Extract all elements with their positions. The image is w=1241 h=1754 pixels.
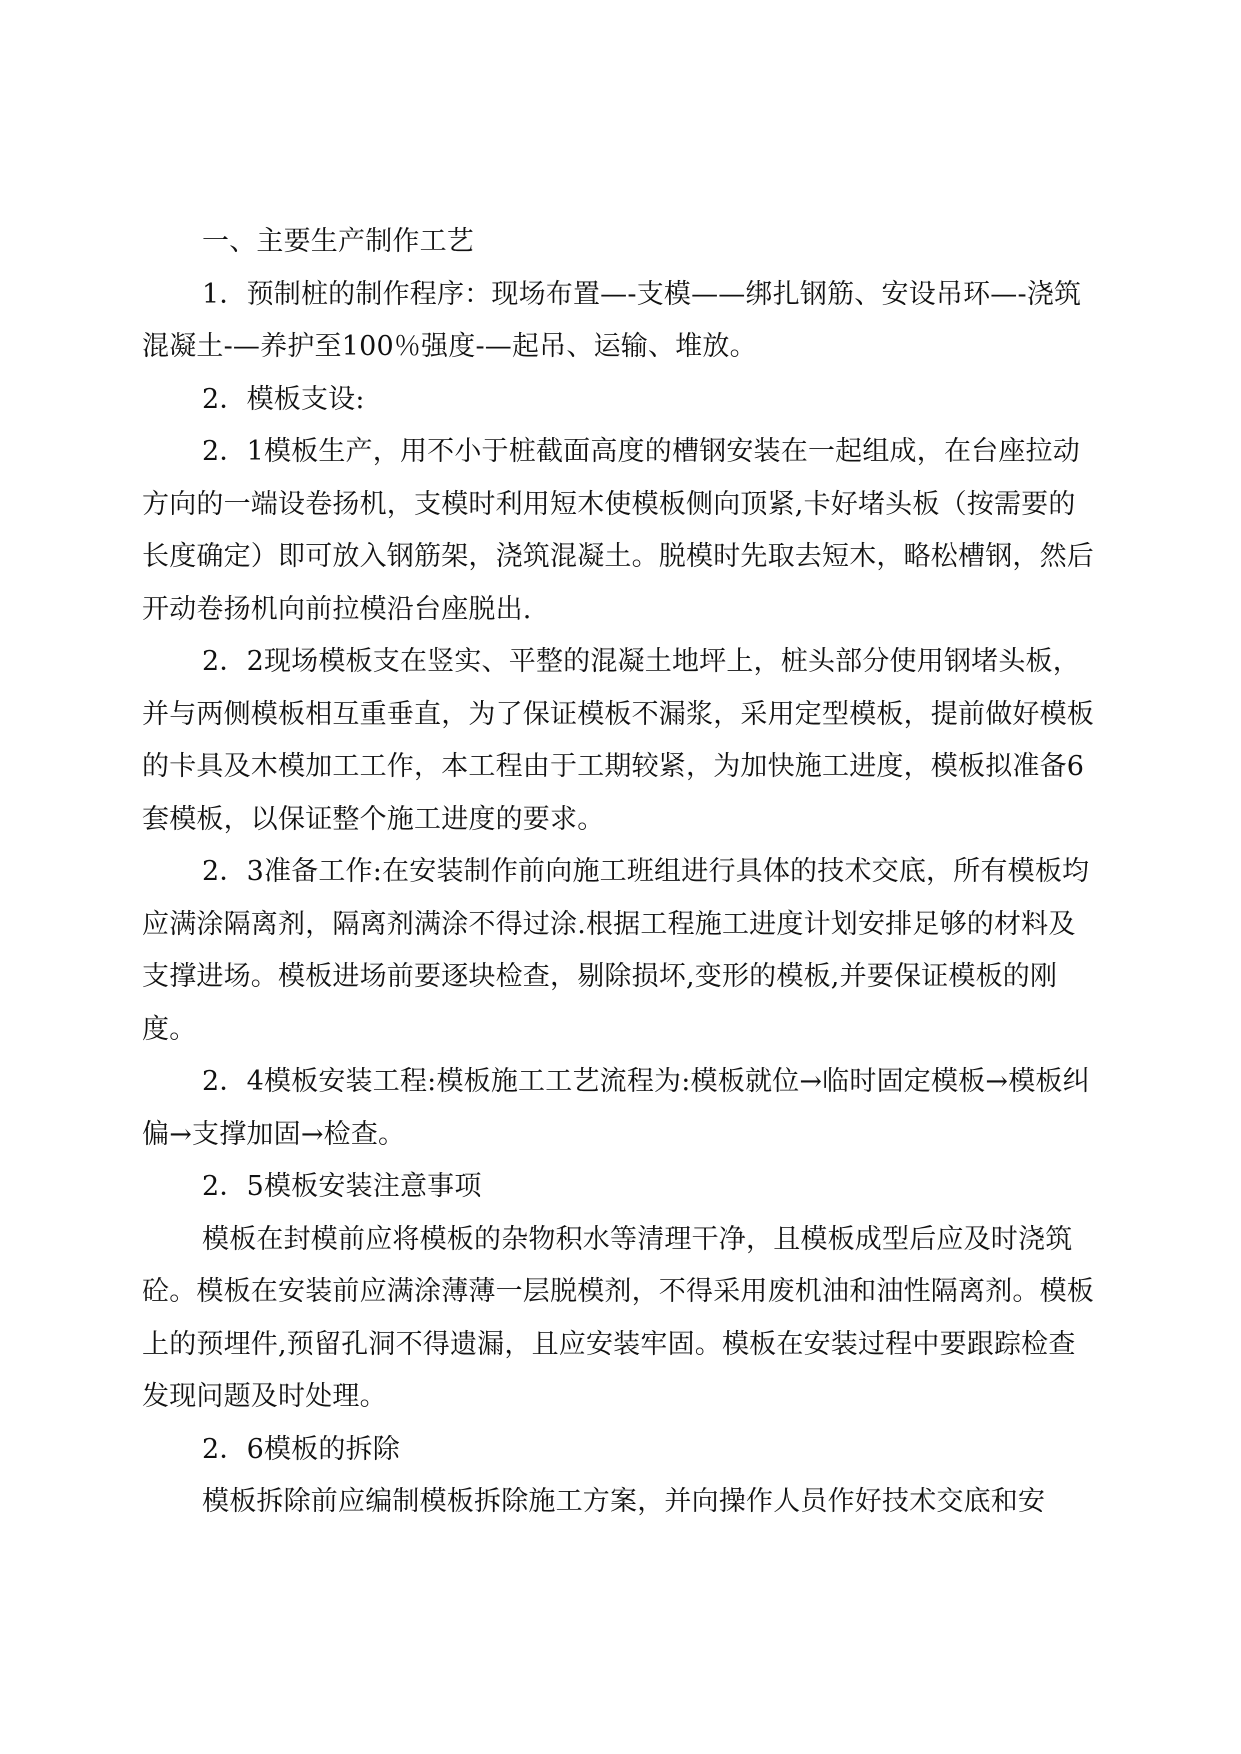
- document-body: [142, 216, 1097, 1529]
- paragraph-3: 2．1模板生产，用不小于桩截面高度的槽钢安装在一起组成，在台座拉动方向的一端设卷扬机，支模时利用短木使模板侧向顶紧,卡好堵头板（按需要的长度确定）即可放入钢筋架，浇筑混凝土。脱模时先取去短木，略松槽钢，然后开动卷扬机向前拉模沿台座脱出.: [142, 436, 1094, 625]
- paragraph-10: 模板拆除前应编制模板拆除施工方案，并向操作人员作好技术交底和安: [202, 1486, 1046, 1517]
- paragraph-9: 2．6模板的拆除: [202, 1433, 400, 1465]
- paragraph-6: 2．4模板安装工程:模板施工工艺流程为:模板就位→临时固定模板→模板纠偏→支撑加固→检查。: [142, 1066, 1090, 1150]
- paragraph-4: 2．2现场模板支在竖实、平整的混凝土地坪上，桩头部分使用钢堵头板，并与两侧模板相互重垂直，为了保证模板不漏浆，采用定型模板，提前做好模板的卡具及木模加工工作，本工程由于工期较紧，为加快施工进度，模板拟准备6套模板，以保证整个施工进度的要求。: [142, 646, 1094, 835]
- paragraph-5: 2．3准备工作:在安装制作前向施工班组进行具体的技术交底，所有模板均应满涂隔离剂，隔离剂满涂不得过涂.根据工程施工进度计划安排足够的材料及支撑进场。模板进场前要逐块检查，剔除损坏,变形的模板,并要保证模板的刚度。: [142, 856, 1090, 1045]
- section-heading: 一、主要生产制作工艺: [202, 226, 474, 257]
- paragraph-2: 2．模板支设:: [202, 383, 365, 415]
- paragraph-8: 模板在封模前应将模板的杂物积水等清理干净，且模板成型后应及时浇筑砼。模板在安装前应满涂薄薄一层脱模剂，不得采用废机油和油性隔离剂。模板上的预埋件,预留孔洞不得遗漏，且应安装牢固。模板在安装过程中要跟踪检查发现问题及时处理。: [142, 1223, 1094, 1412]
- paragraph-1: 1．预制桩的制作程序：现场布置—-支模——绑扎钢筋、安设吊环—-浇筑混凝土-—养护至100％强度-—起吊、运输、堆放。: [142, 278, 1082, 362]
- paragraph-7: 2．5模板安装注意事项: [202, 1171, 482, 1202]
